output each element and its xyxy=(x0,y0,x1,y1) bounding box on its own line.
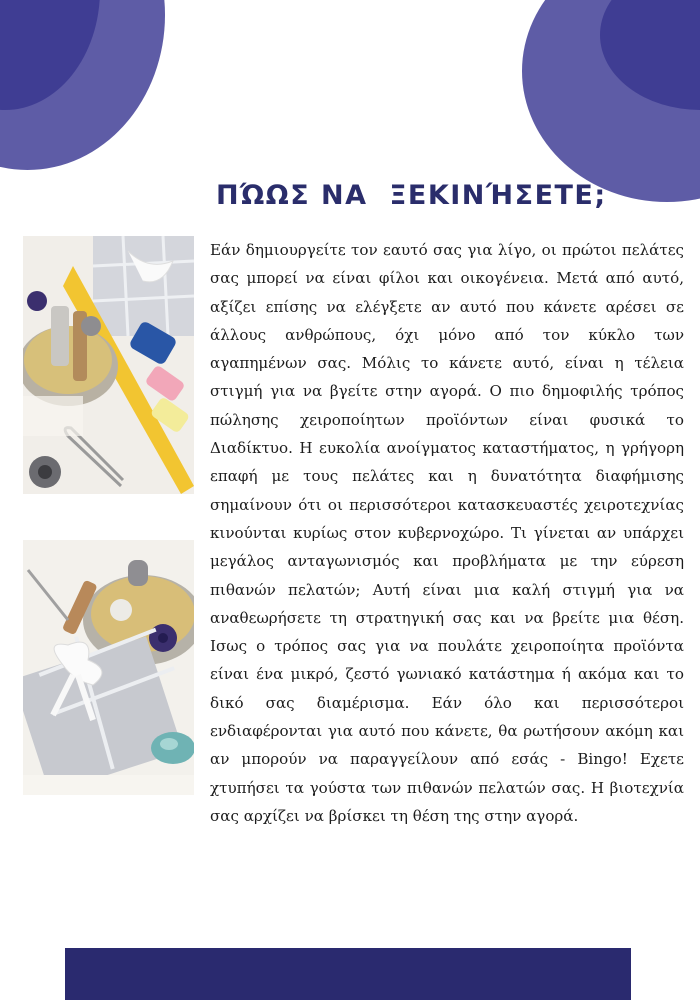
sewing-supplies-photo xyxy=(23,236,194,494)
sewing-gift-photo xyxy=(23,540,194,795)
page-title: ΠΏΩΣ ΝΑ ΞΕΚΙΝΉΣΕΤΕ; xyxy=(216,180,607,211)
footer-bar xyxy=(65,948,631,1000)
body-paragraph: Εάν δημιουργείτε τον εαυτό σας για λίγο, οι πρώτοι πελάτες σας μπορεί να είναι φίλοι και οικογένεια. Μετά από αυτό, αξίζει επίσης να ελέγξετε αν αυτό που κάνετε αρέσει σε άλλους ανθρώπους, όχι μόνο από τον κύκλο των αγαπημένων σας. Μόλις το κάνετε αυτό, είναι η τέλεια στιγμή για να βγείτε στην αγορά. Ο πιο δημοφιλής τρόπος πώλησης χειροποίητων προϊόντων είναι φυσικά το Διαδίκτυο. Η ευκολία ανοίγματος καταστήματος, η γρήγορη επαφή με τους πελάτες και η δυνατότητα διαφήμισης σημαίνουν ότι οι περισσότεροι κατασκευαστές χειροτεχνίας κινούνται κυρίως στον κυβερνοχώρο. Τι γίνεται αν υπάρχει μεγάλος ανταγωνισμός και προβλήματα με την εύρεση πιθανών πελατών; Αυτή είναι μια καλή στιγμή για να αναθεωρήσετε τη στρατηγική σας και να βρείτε μια θέση. Ισως ο τρόπος σας για να πουλάτε χειροποίητα προϊόντα είναι ένα μικρό, ζεστό γωνιακό κατάστημα ή ακόμα και το δικό σας διαμέρισμα. Εάν όλο και περισσότεροι ενδιαφέρονται για αυτό που κάνετε, θα ρωτήσουν ακόμη και αν μπορούν να παραγγείλουν από εσάς - Bingo! Εχετε χτυπήσει τα γούστα των πιθανών πελατών σας. Η βιοτεχνία σας αρχίζει να βρίσκει τη θέση της στην αγορά. xyxy=(210,241,684,825)
